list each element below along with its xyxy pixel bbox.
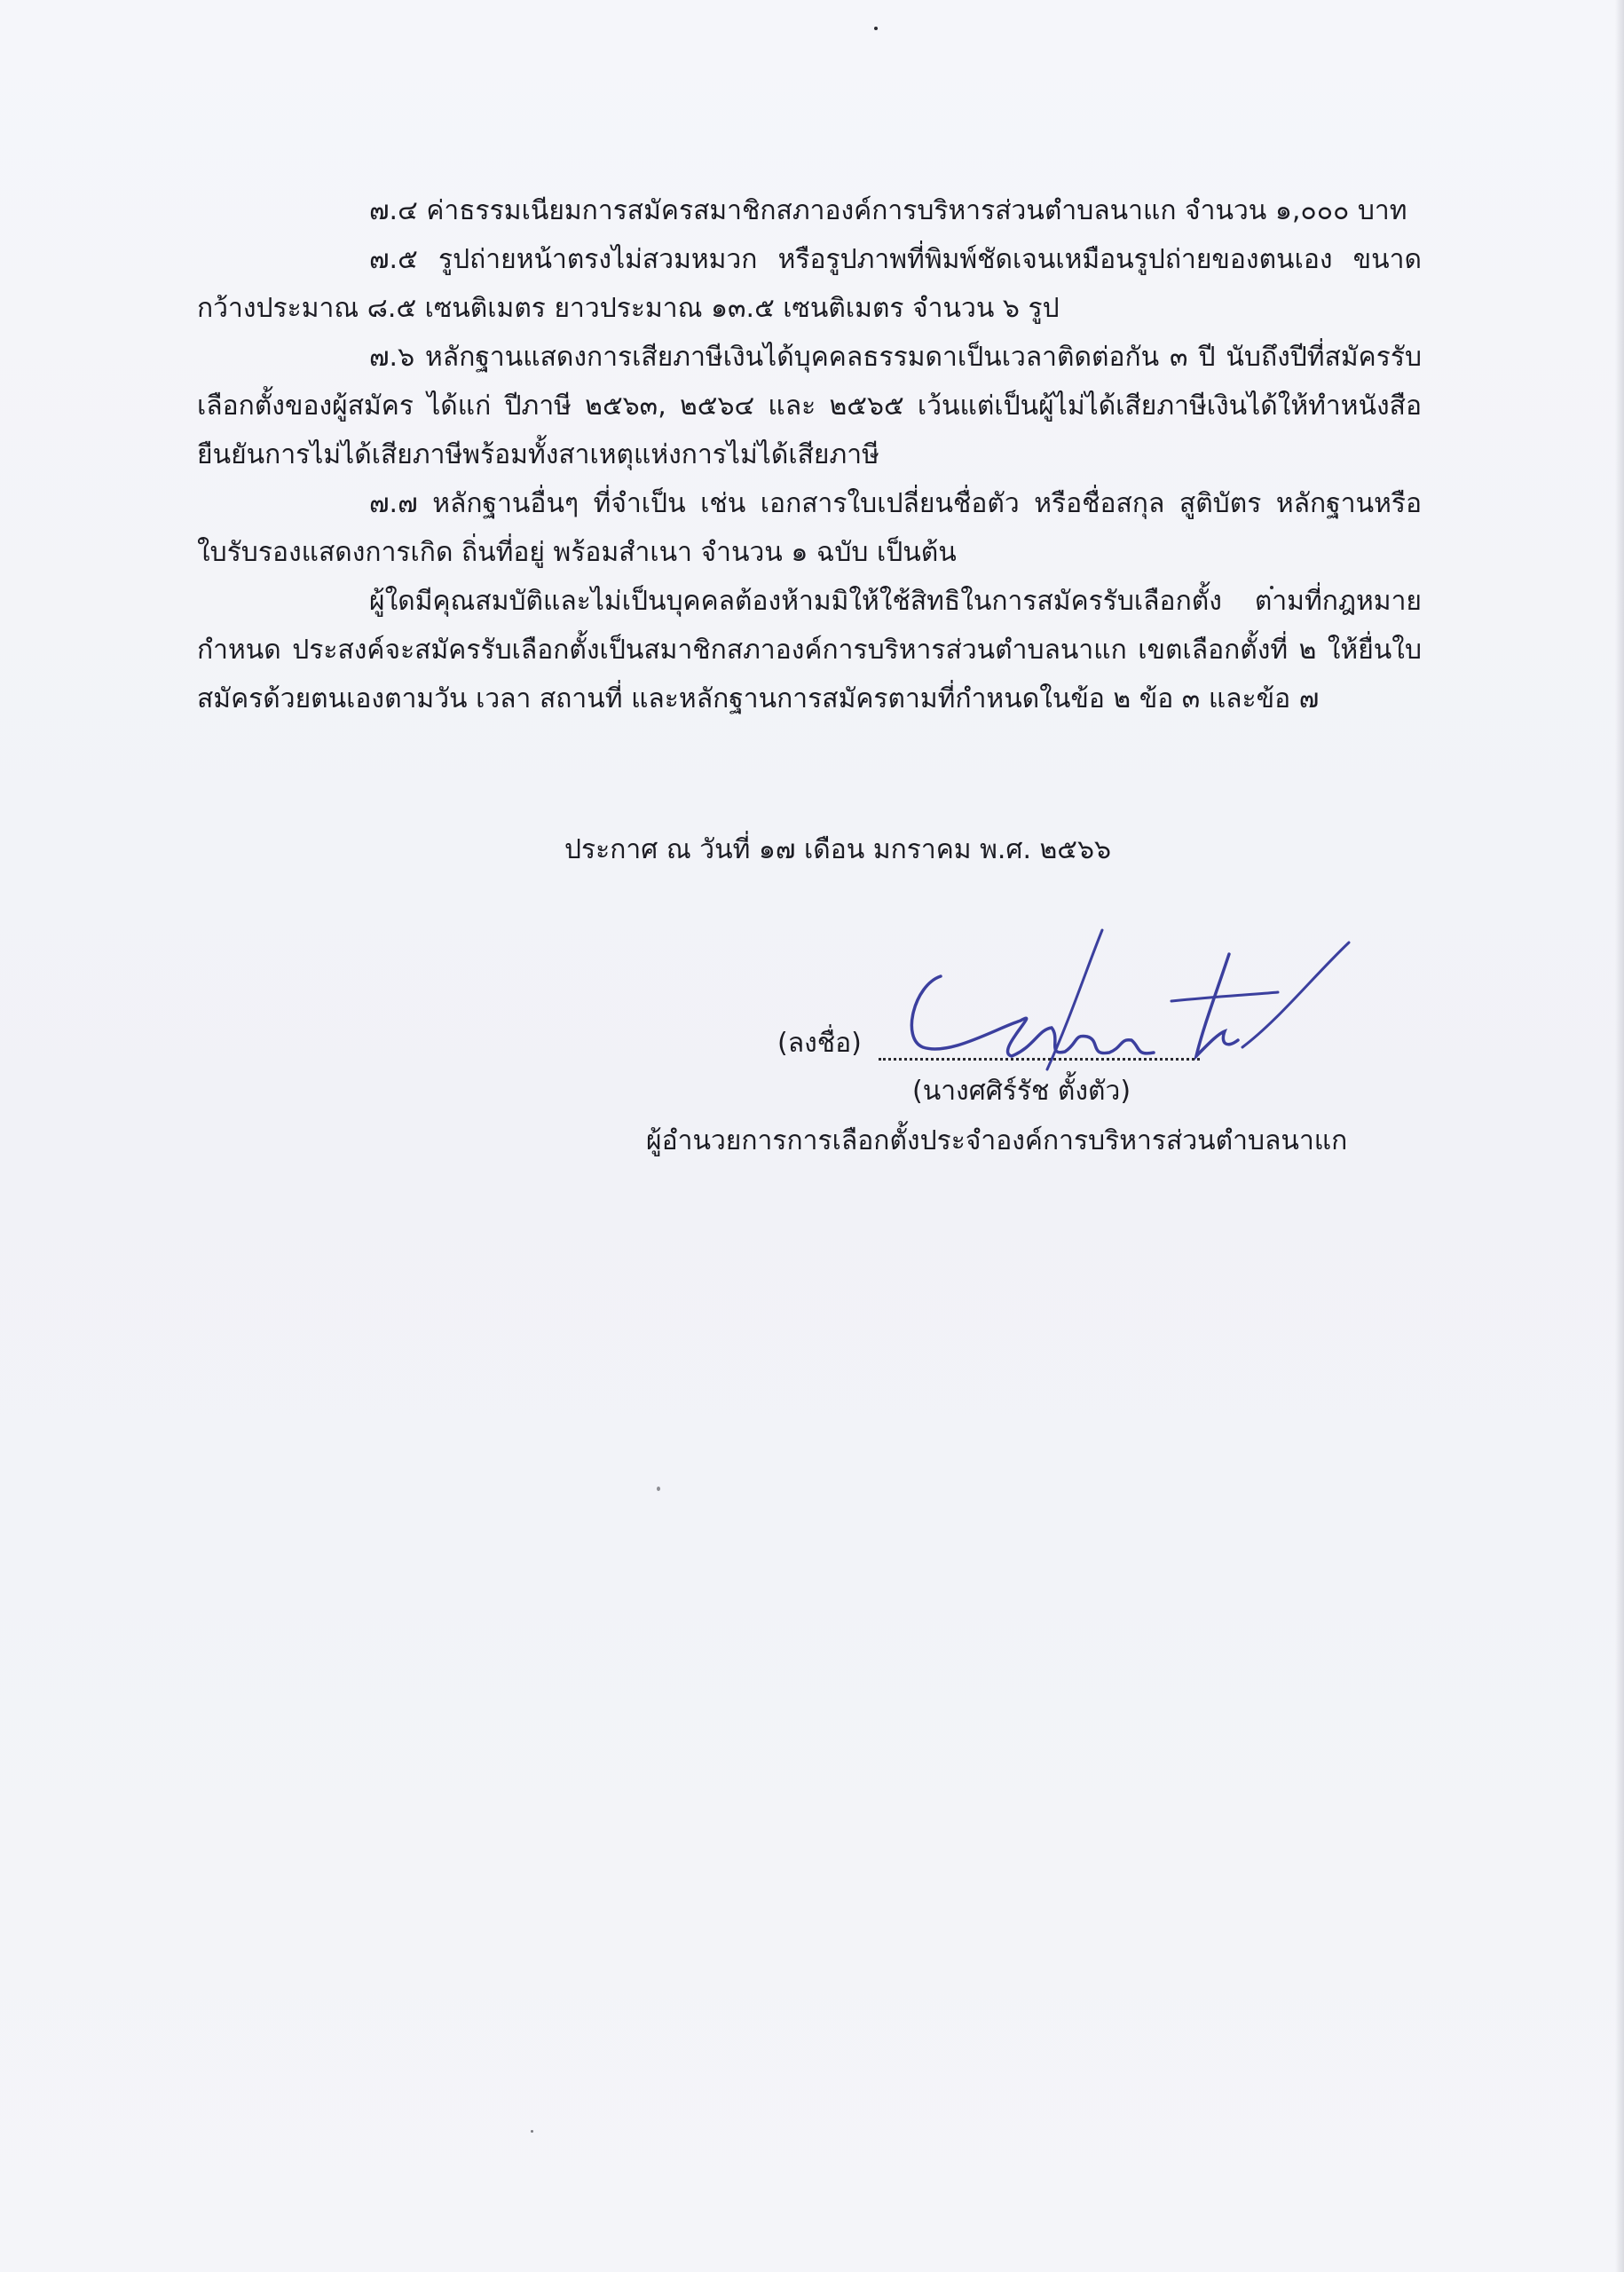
scan-speck xyxy=(874,27,878,30)
signature-stroke xyxy=(911,976,1154,1056)
paragraph-7-6: ๗.๖ หลักฐานแสดงการเสียภาษีเงินได้บุคคลธรรมดาเป็นเวลาติดต่อกัน ๓ ปี นับถึงปีที่สมัครรับเลือกตั้งของผู้สมัคร ได้แก่ ปีภาษี ๒๕๖๓, ๒๕๖๔ และ ๒๕๖๕ เว้นแต่เป็นผู้ไม่ได้เสียภาษีเงินได้ให้ทำหนังสือยืนยันการไม่ได้เสียภาษีพร้อมทั้งสาเหตุแห่งการไม่ได้เสียภาษี xyxy=(197,342,1422,470)
scan-speck xyxy=(657,1487,660,1491)
announcement-date: ประกาศ ณ วันที่ ๑๗ เดือน มกราคม พ.ศ. ๒๕๖๖ xyxy=(564,834,1112,865)
signature-stroke xyxy=(1196,954,1238,1056)
scan-speck xyxy=(531,2130,533,2133)
signature-label: (ลงชื่อ) xyxy=(777,1028,862,1059)
signer-title: ผู้อำนวยการการเลือกตั้งประจำองค์การบริหารส่วนตำบลนาแก xyxy=(646,1125,1348,1156)
document-body xyxy=(197,186,1422,723)
handwritten-signature xyxy=(887,923,1358,1078)
signature-stroke xyxy=(1171,992,1278,1001)
page-edge-shadow xyxy=(1615,0,1624,2272)
paragraph-summary: ผู้ใดมีคุณสมบัติและไม่เป็นบุคคลต้องห้ามมิให้ใช้สิทธิในการสมัครรับเลือกตั้ง ตามที่กฎหมายกำหนด ประสงค์จะสมัครรับเลือกตั้งเป็นสมาชิกสภาองค์การบริหารส่วนตำบลนาแก เขตเลือกตั้งที่ ๒ ให้ยื่นใบสมัครด้วยตนเองตามวัน เวลา สถานที่ และหลักฐานการสมัครตามที่กำหนดในข้อ ๒ ข้อ ๓ และข้อ ๗ xyxy=(197,586,1422,714)
paragraph-7-5: ๗.๕ รูปถ่ายหน้าตรงไม่สวมหมวก หรือรูปภาพที่พิมพ์ชัดเจนเหมือนรูปถ่ายของตนเอง ขนาดกว้างประมาณ ๘.๕ เซนติเมตร ยาวประมาณ ๑๓.๕ เซนติเมตร จำนวน ๖ รูป xyxy=(197,244,1422,324)
paragraph-7-4: ๗.๔ ค่าธรรมเนียมการสมัครสมาชิกสภาองค์การบริหารส่วนตำบลนาแก จำนวน ๑,๐๐๐ บาท xyxy=(369,195,1407,226)
signature-stroke xyxy=(1047,930,1102,1069)
paragraph-7-7: ๗.๗ หลักฐานอื่นๆ ที่จำเป็น เช่น เอกสารใบเปลี่ยนชื่อตัว หรือชื่อสกุล สูติบัตร หลักฐานหรือใบรับรองแสดงการเกิด ถิ่นที่อยู่ พร้อมสำเนา จำนวน ๑ ฉบับ เป็นต้น xyxy=(197,488,1422,568)
signer-name: (นางศศิร์รัช ตั้งตัว) xyxy=(912,1076,1131,1107)
signature-dotted-line xyxy=(879,1058,1200,1061)
